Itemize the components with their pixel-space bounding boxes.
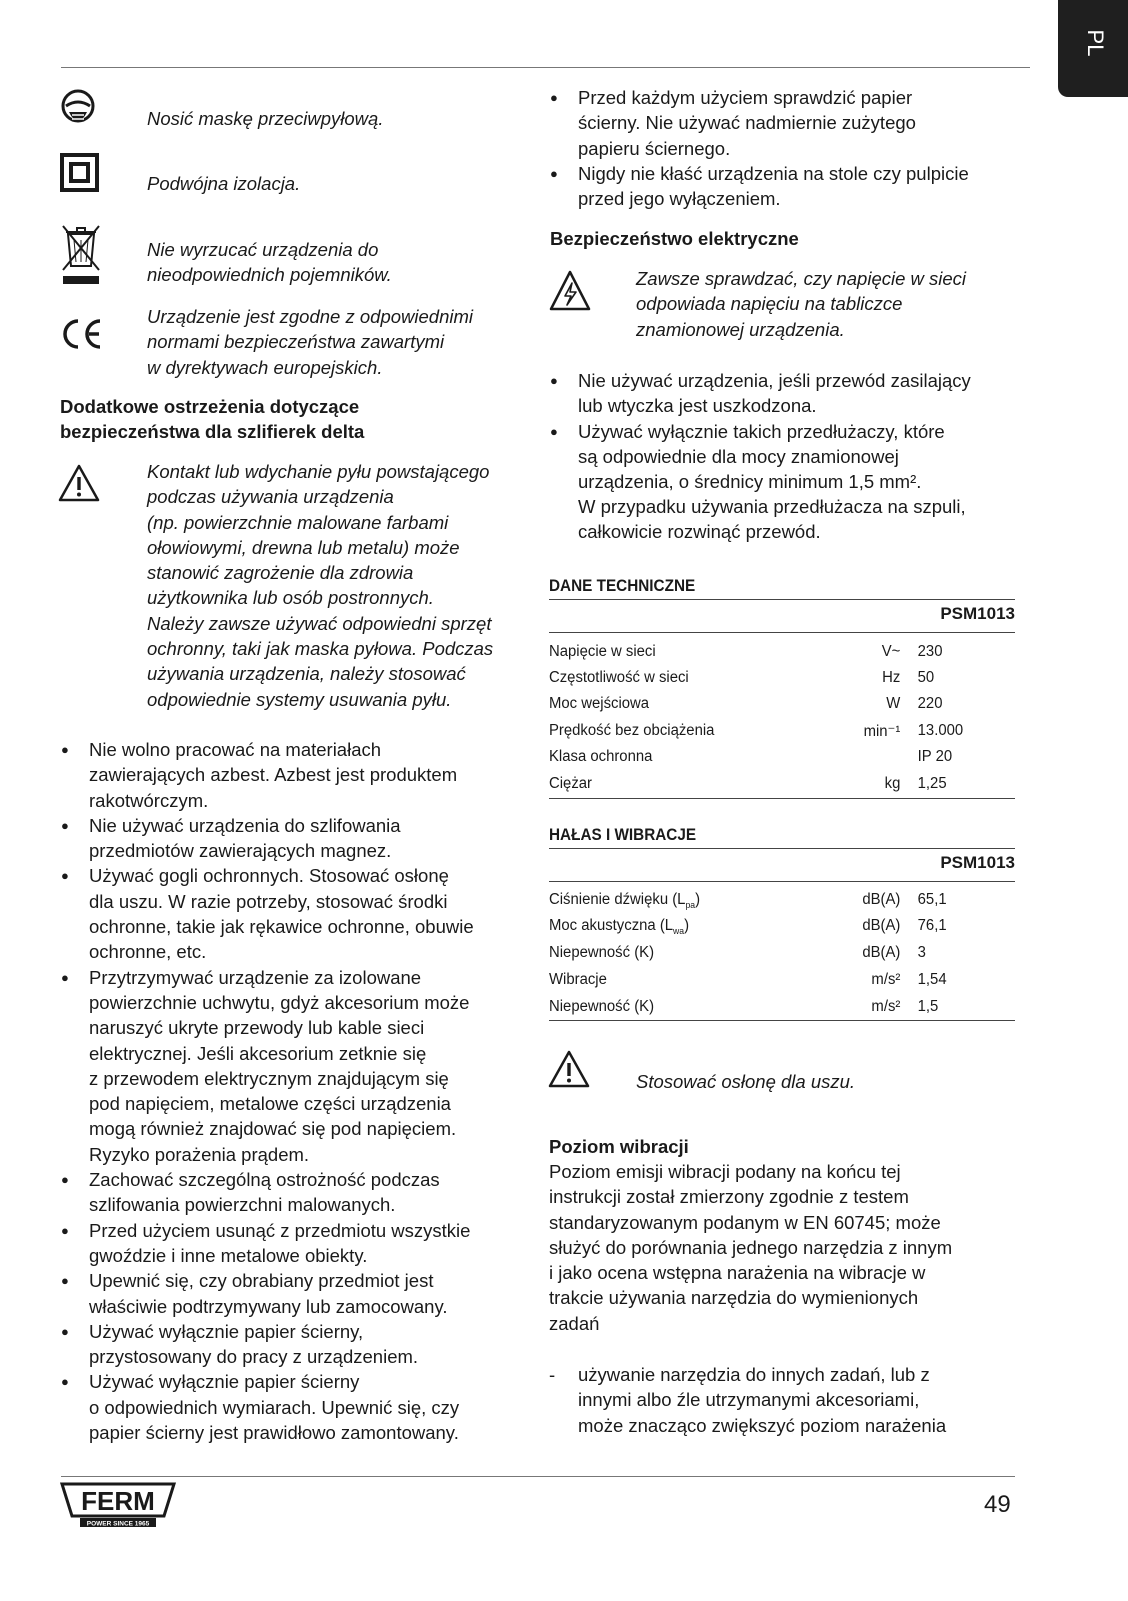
list-item: ● Nigdy nie kłaść urządzenia na stole czy pulpicie przed jego wyłączeniem. xyxy=(550,161,1030,212)
text-line: innymi albo źle utrzymanymi akcesoriami, xyxy=(578,1389,920,1411)
electrical-heading: Bezpieczeństwo elektryczne xyxy=(550,228,799,249)
list-item: ● Przed użyciem usunąć z przedmiotu wszystkie gwoździe i inne metalowe obiekty. xyxy=(61,1218,536,1269)
text-line: znamionowej urządzenia. xyxy=(636,318,845,340)
text-line: całkowicie rozwinąć przewód. xyxy=(578,521,821,543)
text-line: Zawsze sprawdzać, czy napięcie w sieci xyxy=(636,268,967,289)
tech-table-rule xyxy=(549,599,1015,600)
ear-warning-icon xyxy=(547,1049,591,1094)
text-line: Kontakt lub wdychanie pyłu powstającego xyxy=(147,461,490,482)
text-line: W przypadku używania przedłużacza na szpuli, xyxy=(578,496,966,517)
delta-warning-text xyxy=(147,459,493,712)
list-item: ● Używać wyłącznie takich przedłużaczy, które są odpowiednie dla mocy znamionowej urządzenia, o średnicy minimum 1,5 mm². xyxy=(550,419,1030,495)
list-item: ● Nie wolno pracować na materiałach zawierających azbest. Azbest jest produktem rakotwórczym. xyxy=(61,737,536,813)
electrical-bullet-list xyxy=(550,368,1030,494)
list-item: ● Nie używać urządzenia do szlifowania przedmiotów zawierających magnez. xyxy=(61,813,536,864)
list-item: ● Przytrzymywać urządzenie za izolowane powierzchnie uchwytu, gdyż akcesorium może naruszyć ukryte przewody lub kable sieci elektrycznej. Jeśli akcesorium zetknie się z przewodem elektrycznym znajdującym się pod napięciem, metalowe części urządzenia mogą również znajdować się pod napięciem. Ryzyko porażenia prądem. xyxy=(61,965,536,1167)
language-tab xyxy=(1058,0,1128,97)
text-line: trakcie używania narzędzia do wymienionych xyxy=(549,1287,919,1309)
double-insulation-icon xyxy=(60,153,99,197)
table-row: Prędkość bez obciążenia min⁻¹ 13.000 xyxy=(549,722,964,740)
text-line: odpowiada napięciu na tabliczce xyxy=(636,293,903,315)
dust-mask-text: Nosić maskę przeciwpyłową. xyxy=(147,108,384,129)
text-line: używanie narzędzia do innych zadań, lub z xyxy=(578,1364,930,1385)
heading-line: bezpieczeństwa dla szlifierek delta xyxy=(60,421,365,443)
text-line: Urządzenie jest zgodne z odpowiednimi xyxy=(147,306,473,327)
text-line: zadań xyxy=(549,1312,600,1334)
list-item: ● Upewnić się, czy obrabiany przedmiot jest właściwie podtrzymywany lub zamocowany. xyxy=(61,1268,536,1319)
text-line: nieodpowiednich pojemników. xyxy=(147,264,392,286)
noise-table xyxy=(549,891,1018,1027)
crossed-bin-icon xyxy=(60,222,102,291)
noise-table-title: HAŁAS I WIBRACJE xyxy=(549,825,697,844)
electric-warning-icon xyxy=(548,269,592,318)
tech-table-rule xyxy=(549,798,1015,799)
delta-heading xyxy=(60,394,364,445)
right-top-bullet-list xyxy=(550,85,1030,211)
logo-tagline: POWER SINCE 1965 xyxy=(86,1520,150,1528)
text-line: normami bezpieczeństwa zawartymi xyxy=(147,331,445,353)
tech-table-rule xyxy=(549,632,1015,633)
crossed-bin-text xyxy=(147,237,392,288)
text-line: ołowiowymi, drewna lub metalu) może xyxy=(147,536,460,558)
text-line: Nie wyrzucać urządzenia do xyxy=(147,239,379,260)
list-item: ● Przed każdym użyciem sprawdzić papier ścierny. Nie używać nadmiernie zużytego papieru ściernego. xyxy=(550,85,1030,161)
noise-table-rule xyxy=(549,1020,1015,1021)
top-rule xyxy=(61,67,1030,68)
list-item: ● Używać wyłącznie papier ścierny o odpowiednich wymiarach. Upewnić się, czy papier ścierny jest prawidłowo zamontowany. xyxy=(61,1369,536,1445)
text-line: może znacząco zwiększyć poziom narażenia xyxy=(578,1414,947,1436)
text-line: podczas używania urządzenia xyxy=(147,486,394,508)
list-item: ● Nie używać urządzenia, jeśli przewód zasilający lub wtyczka jest uszkodzona. xyxy=(550,368,1030,419)
vibration-dash-marker: - xyxy=(549,1364,556,1385)
text-line: standaryzowanym podanym w EN 60745; może xyxy=(549,1211,941,1233)
list-item: ● Zachować szczególną ostrożność podczas szlifowania powierzchni malowanych. xyxy=(61,1167,536,1218)
ce-mark-text xyxy=(147,304,473,380)
table-row: Częstotliwość w sieci Hz 50 xyxy=(549,669,935,686)
vibration-dash-item xyxy=(578,1362,946,1438)
text-line: użytkownika lub osób postronnych. xyxy=(147,587,434,609)
table-row: Niepewność (K) dB(A) 3 xyxy=(549,944,926,961)
table-row: Ciśnienie dźwięku $(L_{pa})$ dB(A) 65,1 xyxy=(549,891,947,911)
dust-mask-icon xyxy=(60,88,96,135)
text-line: i jako ocena wstępna narażenia na wibracje w xyxy=(549,1262,926,1284)
text-line: odpowiednie systemy usuwania pyłu. xyxy=(147,688,452,710)
double-insulation-text: Podwójna izolacja. xyxy=(147,173,301,194)
table-row: Wibracje m/s² 1,54 xyxy=(549,971,947,988)
noise-table-rule xyxy=(549,848,1015,849)
list-item: ● Używać gogli ochronnych. Stosować osłonę dla uszu. W razie potrzeby, stosować środki ochronne, takie jak rękawice ochronne, obuwie ochronne, etc. xyxy=(61,863,536,964)
text-line: (np. powierzchnie malowane farbami xyxy=(147,511,449,533)
noise-table-header xyxy=(549,852,1015,878)
table-row: Niepewność (K) m/s² 1,5 xyxy=(549,998,939,1015)
language-label: PL xyxy=(1083,29,1108,57)
electrical-warning-text xyxy=(636,266,966,342)
heading-line: Dodatkowe ostrzeżenia dotyczące xyxy=(60,396,360,417)
table-row: Moc wejściowa W 220 xyxy=(549,695,943,712)
noise-table-rule xyxy=(549,881,1015,882)
page-number: 49 xyxy=(984,1491,1011,1518)
table-row: Moc akustyczna $(L_{wa})$ dB(A) 76,1 xyxy=(549,917,947,937)
footer-rule xyxy=(61,1476,1015,1477)
warning-icon xyxy=(57,463,101,508)
table-row: Ciężar kg 1,25 xyxy=(549,775,947,792)
text-line: Należy zawsze używać odpowiedni sprzęt xyxy=(147,612,492,634)
text-line: służyć do porównania jednego narzędzia z innym xyxy=(549,1236,953,1258)
ear-warning-text: Stosować osłonę dla uszu. xyxy=(636,1071,856,1092)
table-row: Napięcie w sieci V~ 230 xyxy=(549,643,943,660)
text-line: ochronny, taki jak maska pyłowa. Podczas xyxy=(147,638,494,660)
table-row: Klasa ochronna IP 20 xyxy=(549,748,953,765)
tech-model: PSM1013 xyxy=(940,604,1015,623)
tech-table-title: DANE TECHNICZNE xyxy=(549,576,696,595)
list-item: ● Używać wyłącznie papier ścierny, przystosowany do pracy z urządzeniem. xyxy=(61,1319,536,1370)
vibration-heading: Poziom wibracji xyxy=(549,1136,689,1157)
text-line: w dyrektywach europejskich. xyxy=(147,356,383,378)
tech-table-header xyxy=(549,603,1015,629)
electrical-extra-text xyxy=(578,494,966,545)
logo-wordmark: FERM xyxy=(81,1486,155,1516)
text-line: instrukcji został zmierzony zgodnie z testem xyxy=(549,1186,909,1208)
left-bullet-list xyxy=(61,737,536,1445)
text-line: stanowić zagrożenie dla zdrowia xyxy=(147,562,414,584)
noise-model: PSM1013 xyxy=(940,853,1015,872)
text-line: Poziom emisji wibracji podany na końcu tej xyxy=(549,1161,901,1182)
ce-mark-icon xyxy=(60,318,104,355)
text-line: używania urządzenia, należy stosować xyxy=(147,663,466,685)
vibration-text xyxy=(549,1159,952,1336)
ferm-logo xyxy=(60,1482,176,1535)
tech-table xyxy=(549,643,1018,803)
